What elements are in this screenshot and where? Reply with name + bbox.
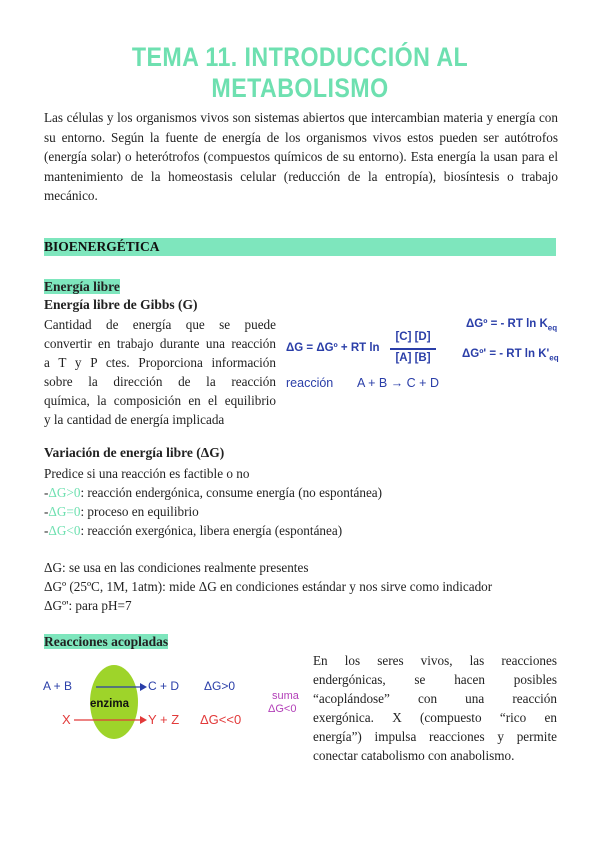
gibbs-line: química, la composición en el equilibrio [44, 393, 276, 408]
acopladas-line: En los seres vivos, las reacciones [313, 653, 557, 668]
acopladas-line: conectar catabolismo con anabolismo. [313, 748, 515, 763]
note-line: ΔG: se usa en las condiciones realmente presentes [44, 560, 309, 575]
acopladas-heading: Reacciones acopladas [44, 634, 169, 649]
gibbs-line: Cantidad de energía que se puede [44, 317, 276, 332]
gibbs-line: y la cantidad de energía implicada [44, 412, 225, 427]
equation-denominator: [A] [B] [395, 352, 431, 364]
acopladas-line: “acoplándose” con una reacción [313, 691, 557, 706]
equation-numerator: [C] [D] [395, 331, 431, 343]
acopladas-line: endergónicas, se hacen posibles [313, 672, 557, 687]
gibbs-equation: ΔG = ΔGº + RT ln [286, 342, 380, 354]
acopladas-line: energía”) impulsa reacciones y permite [313, 729, 557, 744]
coupled-reaction-diagram [40, 660, 270, 740]
reaction-label: reacción [286, 376, 334, 390]
acopladas-line: exergónica. X (compuesto “rico en [313, 710, 557, 725]
note-line: ΔGº': para pH=7 [44, 598, 132, 613]
gibbs-line: convertir en trabajo durante una reacción [44, 336, 276, 351]
variacion-item: -ΔG<0: reacción exergónica, libera energía (espontánea) [44, 523, 343, 538]
gibbs-line: sobre la dirección de la reacción [44, 374, 276, 389]
section-title: BIOENERGÉTICA [44, 239, 160, 254]
section-header [44, 238, 556, 256]
gibbs-description [44, 315, 276, 429]
biochemical-free-energy-formula: ΔGº' = - RT $\ln K'_{eq}$ [462, 348, 559, 363]
sum-label: suma [272, 690, 299, 702]
arrow-head-bottom [140, 716, 147, 724]
arrow-head-top [140, 683, 147, 691]
gibbs-subheading: Energía libre de Gibbs (G) [44, 297, 198, 312]
variacion-item: -ΔG=0: proceso en equilibrio [44, 504, 199, 519]
products-bottom: Y + Z [148, 712, 180, 727]
acopladas-description [313, 651, 557, 765]
energia-libre-heading: Energía libre [44, 279, 120, 294]
dg-top: ΔG>0 [204, 679, 236, 693]
gibbs-line: a T y P ctes. Proporciona información [44, 355, 276, 370]
reactant-bottom: X [62, 712, 71, 727]
dg-bottom: ΔG<<0 [200, 712, 242, 727]
reaction-equation: A + B → C + D [357, 376, 439, 390]
products-top: C + D [148, 679, 180, 693]
enzyme-label: enzima [90, 698, 129, 710]
standard-free-energy-formula: ΔGº = - RT $\ln K_{eq}$ [466, 318, 558, 333]
intro-paragraph: Las células y los organismos vivos son sistemas abiertos que intercambian materia y energía con su entorno. Según la fuente de energía de los organismos vivos estos pueden ser autótrofos (energía solar) o heterótrofos (compuestos químicos de su entorno). Esta energía la usan para el mantenimiento de la homeostasis celular (reducción de la entropía), biosíntesis o trabajo mecánico. [44, 110, 558, 203]
sum-dg: ΔG<0 [268, 703, 297, 715]
fraction-line [390, 348, 436, 350]
page-title: TEMA 11. INTRODUCCIÓN AL METABOLISMO [131, 42, 469, 103]
variacion-intro: Predice si una reacción es factible o no [44, 466, 250, 481]
variacion-heading: Variación de energía libre (ΔG) [44, 445, 225, 460]
variacion-item: -ΔG>0: reacción endergónica, consume energía (no espontánea) [44, 485, 383, 500]
reactants-top: A + B [43, 679, 73, 693]
note-line: ΔGº (25ºC, 1M, 1atm): mide ΔG en condiciones estándar y nos sirve como indicador [44, 579, 493, 594]
